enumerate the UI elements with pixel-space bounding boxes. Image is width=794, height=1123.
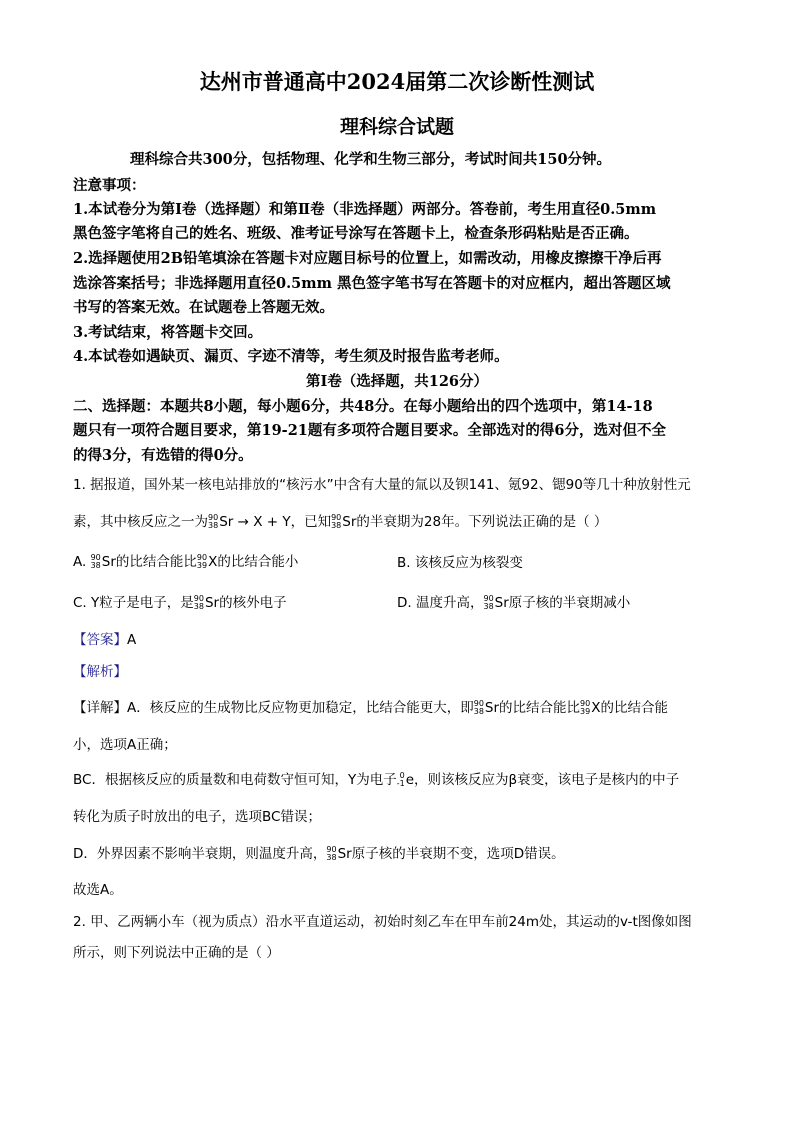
q1-stem-line1: 1. 据报道，国外某一核电站排放的“核污水”中含有大量的氚以及钡141、氪92、锶90等几十种放射性元 [73,477,691,493]
q1-option-b: B. 该核反应为核裂变 [397,555,523,571]
exam-title: 达州市普通高中2024届第二次诊断性测试 [199,69,595,94]
section-instruction: 二、选择题：本题共8小题，每小题6分，共48分。在每小题给出的四个选项中，第14-18 [73,398,653,415]
q1-answer: 【答案】A [73,632,137,648]
q1-option-c: C. Y粒子是电子，是 90 38 Sr的核外电子 [73,594,287,611]
section-title: 第Ⅰ卷（选择题，共126分） [305,373,489,390]
notice-line: 选涂答案括号；非选择题用直径0.5mm 黑色签字笔书写在答题卡的对应框内，超出答题区域 [73,275,671,292]
q1-option-a: A. 90 38 Sr的比结合能比 90 39 X的比结合能小 [73,553,299,570]
q1-conclusion: 故选A。 [73,882,123,898]
q1-detail-line2: 小，选项A正确； [73,737,177,753]
notice-line: 4.本试卷如遇缺页、漏页、字迹不清等，考生须及时报告监考老师。 [73,348,509,365]
q1-detail-line5: D．外界因素不影响半衰期，则温度升高， 90 38 Sr原子核的半衰期不变，选项D错误。 [73,845,565,862]
answer-label: 【答案】 [73,632,127,648]
q2-stem-line1: 2. 甲、乙两辆小车（视为质点）沿水平直道运动，初始时刻乙车在甲车前24m处，其运动的v-t图像如图 [73,914,692,930]
notice-heading: 注意事项： [73,177,146,194]
q1-option-d: D. 温度升高， 90 38 Sr原子核的半衰期减小 [397,594,631,611]
notice-line: 3.考试结束，将答题卡交回。 [73,324,263,341]
exam-subtitle: 理科综合试题 [339,116,454,138]
q1-analysis-label: 【解析】 [73,664,127,680]
q2-stem-line2: 所示，则下列说法中正确的是（ ） [73,945,280,961]
notice-line: 黑色签字笔将自己的姓名、班级、准考证号涂写在答题卡上，检查条形码粘贴是否正确。 [73,225,639,242]
q1-detail-line4: 转化为质子时放出的电子，选项BC错误； [73,809,321,825]
notice-line: 2.选择题使用2B铅笔填涂在答题卡对应题目标号的位置上，如需改动，用橡皮擦擦干净后再 [73,250,662,267]
section-instruction: 题只有一项符合题目要求，第19-21题有多项符合题目要求。全部选对的得6分，选对但不全 [73,422,666,439]
notice-line: 书写的答案无效。在试题卷上答题无效。 [73,299,334,316]
q1-reaction-equation: Sr → X + Y [219,514,291,530]
q1-stem-line2: 素，其中核反应之一为 90 38 Sr → X + Y，已知 90 38 Sr的半衰期为28年。下列说法正确的是（ ） [73,513,608,530]
section-instruction: 的得3分，有选错的得0分。 [73,447,253,464]
exam-intro: 理科综合共300分，包括物理、化学和生物三部分，考试时间共150分钟。 [130,151,612,168]
q1-detail-line3: BC．根据核反应的质量数和电荷数守恒可知，Y为电子 0 -1 e，则该核反应为β衰变，该电子是核内的中子 [73,771,680,788]
notice-line: 1.本试卷分为第Ⅰ卷（选择题）和第Ⅱ卷（非选择题）两部分。答卷前，考生用直径0.5mm [73,201,657,218]
q1-detail-line1: 【详解】A．核反应的生成物比反应物更加稳定，比结合能更大，即 90 38 Sr的比结合能比 90 39 X的比结合能 [73,699,668,716]
